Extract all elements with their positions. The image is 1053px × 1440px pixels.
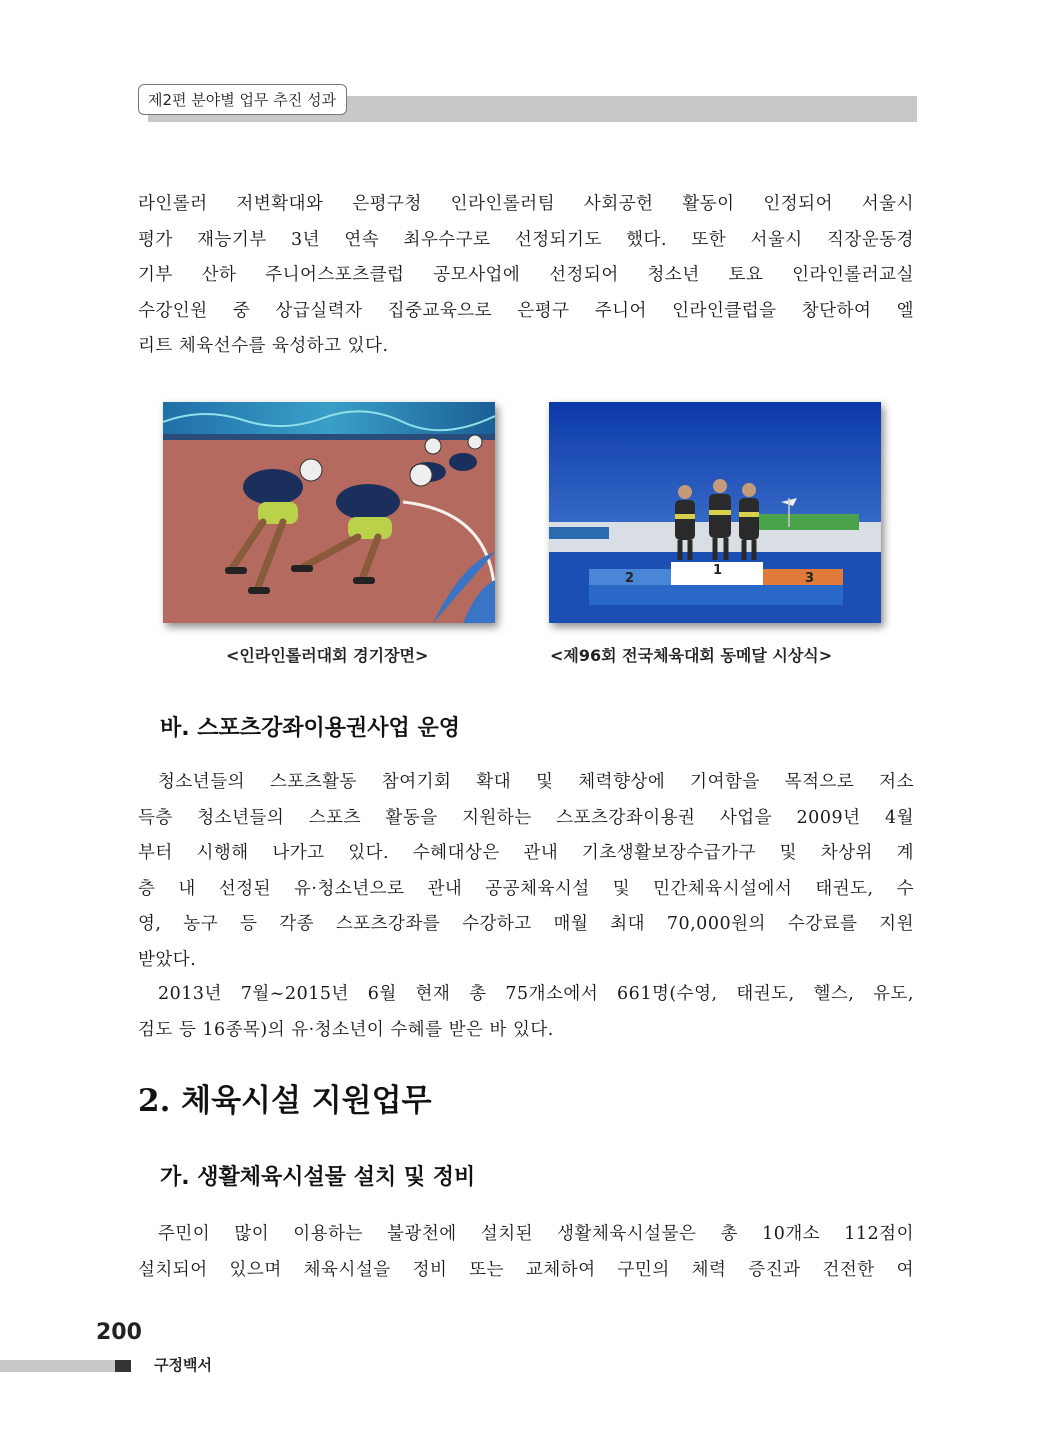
section-ga-heading: 가. 생활체육시설물 설치 및 정비: [160, 1165, 476, 1190]
text-line: 영, 농구 등 각종 스포츠강좌를 수강하고 매월 최대 70,000원의 수강료를 지원: [138, 914, 914, 934]
section-ga-paragraph: [138, 1217, 914, 1288]
intro-paragraph: [138, 187, 914, 365]
text-line: 라인롤러 저변확대와 은평구청 인라인롤러팀 사회공헌 활동이 인정되어 서울시: [138, 194, 914, 214]
section-ba-paragraph-1: [138, 765, 914, 978]
right-photo-caption: <제96회 전국체육대회 동메달 시상식>: [550, 646, 833, 665]
section-2-heading: 2. 체육시설 지원업무: [138, 1083, 432, 1119]
medal-ceremony-illustration: [549, 402, 881, 623]
text-line: 검도 등 16종목)의 유·청소년이 수혜를 받은 바 있다.: [138, 1019, 554, 1040]
text-line: 받았다.: [138, 949, 197, 970]
text-line: 수강인원 중 상급실력자 집중교육으로 은평구 주니어 인라인클럽을 창단하여 엘: [138, 300, 914, 321]
section-ba-paragraph-2: [138, 977, 914, 1048]
footer-bar: [0, 1360, 115, 1372]
section-ba-heading: 바. 스포츠강좌이용권사업 운영: [160, 716, 460, 741]
section-header-label: 제2편 분야별 업무 추진 성과: [138, 84, 347, 115]
medal-ceremony-photo: [549, 402, 881, 623]
text-line: 리트 체육선수를 육성하고 있다.: [138, 336, 389, 356]
text-line: 층 내 선정된 유·청소년으로 관내 공공체육시설 및 민간체육시설에서 태권도, 수: [138, 878, 914, 899]
page-number: 200: [96, 1320, 142, 1345]
book-title: 구정백서: [154, 1356, 212, 1374]
text-line: 설치되어 있으며 체육시설을 정비 또는 교체하여 구민의 체력 증진과 건전한 여: [138, 1259, 914, 1280]
left-photo-caption: <인라인롤러대회 경기장면>: [226, 646, 429, 665]
text-line: 주민이 많이 이용하는 불광천에 설치된 생활체육시설물은 총 10개소 112점이: [158, 1224, 914, 1244]
text-line: 득층 청소년들의 스포츠 활동을 지원하는 스포츠강좌이용권 사업을 2009년 4월: [138, 807, 914, 828]
podium-1-number: 1: [713, 563, 723, 578]
inline-race-photo: [163, 402, 495, 623]
footer-block: [115, 1360, 131, 1372]
text-line: 청소년들의 스포츠활동 참여기회 확대 및 체력향상에 기여함을 목적으로 저소: [158, 772, 914, 792]
podium-3-number: 3: [805, 571, 815, 586]
podium-2-number: 2: [625, 571, 635, 586]
text-line: 기부 산하 주니어스포츠클럽 공모사업에 선정되어 청소년 토요 인라인롤러교실: [138, 265, 914, 285]
text-line: 평가 재능기부 3년 연속 최우수구로 선정되기도 했다. 또한 서울시 직장운동경: [138, 229, 914, 250]
text-line: 2013년 7월~2015년 6월 현재 총 75개소에서 661명(수영, 태권도, 헬스, 유도,: [158, 984, 914, 1004]
inline-race-illustration: [163, 402, 495, 623]
text-line: 부터 시행해 나가고 있다. 수혜대상은 관내 기초생활보장수급가구 및 차상위 계: [138, 843, 914, 863]
